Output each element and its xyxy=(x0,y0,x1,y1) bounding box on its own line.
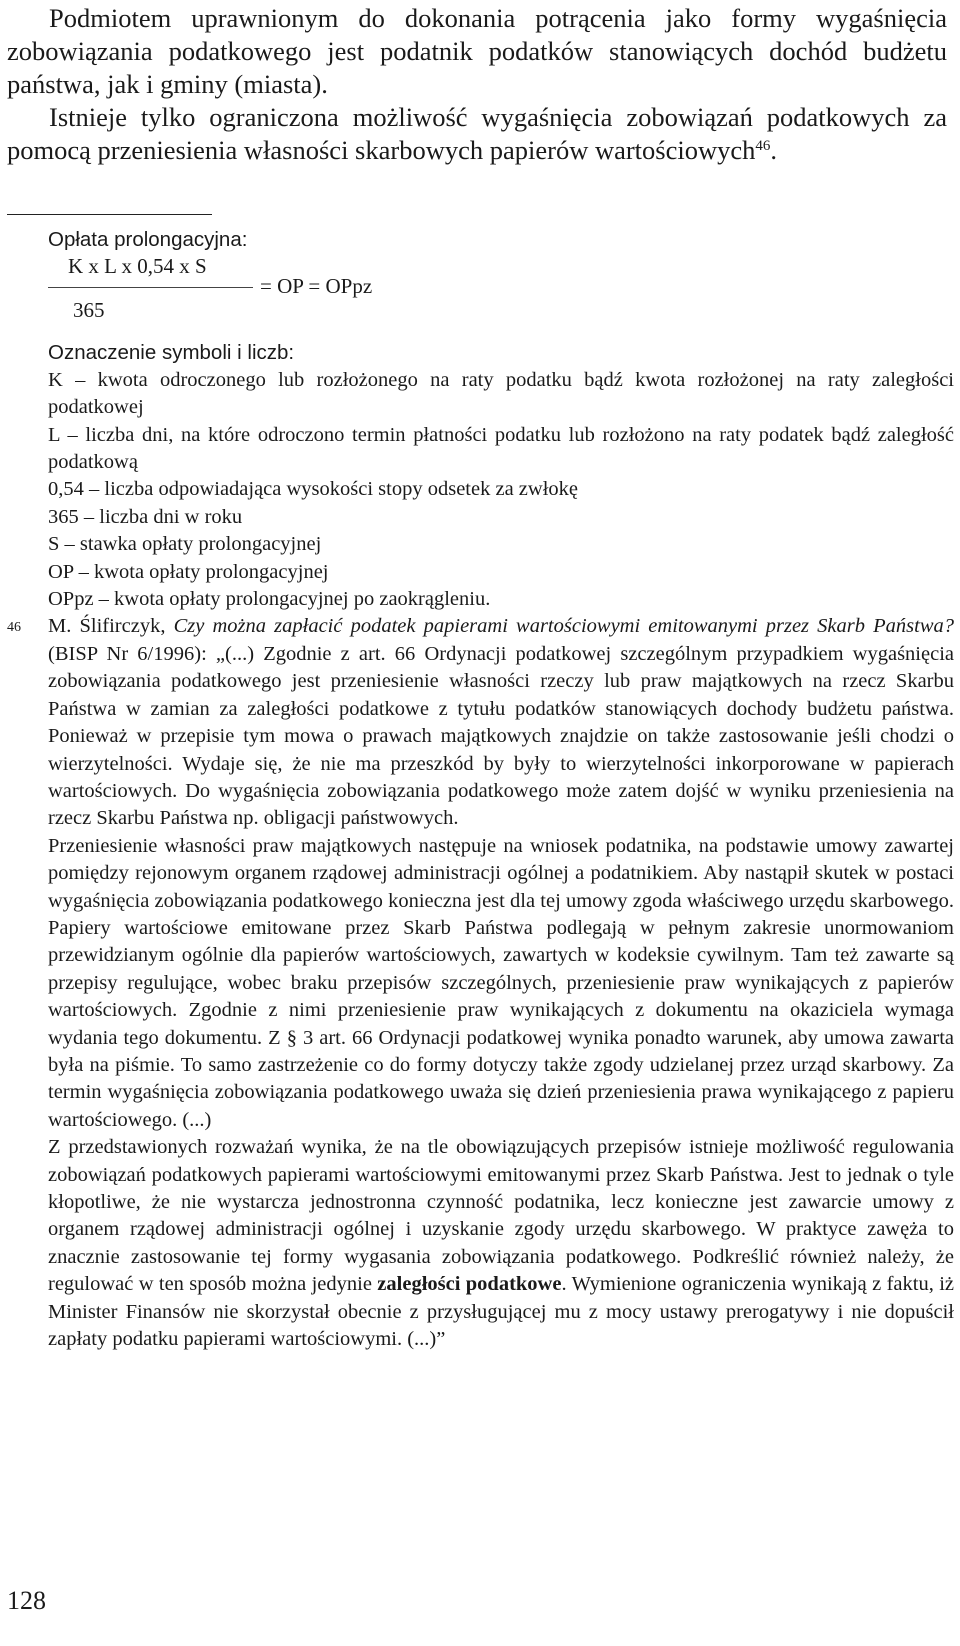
main-paragraph-2: Istnieje tylko ograniczona możliwość wygaśnięcia zobowiązań podatkowych za pomocą przeniesienia własności skarbowych papierów wartościowych$^{46}$. xyxy=(7,102,947,165)
legend-item-l: L – liczba dni, na które odroczono termin płatności podatku lub rozłożono na raty podatek bądź zaległość podatkową xyxy=(48,423,954,474)
formula-denominator: 365 xyxy=(73,298,105,323)
legend-item-days: 365 – liczba dni w roku xyxy=(48,505,243,528)
legend-item-op: OP – kwota opłaty prolongacyjnej xyxy=(48,560,329,583)
formula-title: Opłata prolongacyjna: xyxy=(48,228,248,251)
legend-item-rate: 0,54 – liczba odpowiadająca wysokości stopy odsetek za zwłokę xyxy=(48,478,578,501)
emphasis-bold: zaległości podatkowe xyxy=(377,1273,562,1296)
footnote-separator xyxy=(7,214,212,215)
main-paragraph-1: Podmiotem uprawnionym do dokonania potrącenia jako formy wygaśnięcia zobowiązania podatkowego jest podatnik podatków stanowiących dochód budżetu państwa, jak i gminy (miasta). xyxy=(7,3,947,99)
footnote-paragraph-1: M. Ślifirczyk, Czy można zapłacić podatek papierami wartościowymi emitowanymi przez Skarb Państwa? (BISP Nr 6/1996): „(...) Zgodnie z art. 66 Ordynacji podatkowej szczególnym przypadkiem wygaśnięcia zobowiązania podatkowego jest przeniesienie własności rzeczy lub praw majątkowych na rzecz Skarbu Państwa w zamian za zaległości podatkowe z tytułu podatków stanowiących dochody budżetu państwa. Ponieważ w przepisie tym mowa o prawach majątkowych znajdzie on także zastosowanie jeśli chodzi o wierzytelności. Wydaje się, że nie ma przeszkód by były to wierzytelności inkorporowane w papierach wartościowych. Do wygaśnięcia zobowiązania podatkowego może zatem dojść w wyniku przeniesienia na rzecz Skarbu Państwa np. obligacji państwowych. xyxy=(48,615,954,830)
formula-numerator: K x L x 0,54 x S xyxy=(68,254,207,279)
main-text xyxy=(7,2,947,167)
fraction-bar xyxy=(48,287,253,288)
legend-item-oppz: OPpz – kwota opłaty prolongacyjnej po zaokrągleniu. xyxy=(48,588,491,611)
cited-title: Czy można zapłacić podatek papierami wartościowymi emitowanymi przez Skarb Państwa? xyxy=(173,615,954,638)
footnote-paragraph-3: Z przedstawionych rozważań wynika, że na tle obowiązujących przepisów istnieje możliwość regulowania zobowiązań podatkowych papierami wartościowymi emitowanymi przez Skarb Państwa. Jest to jednak o tyle kłopotliwe, że nie wystarcza jednostronna czynność podatnika, lecz konieczne jest zawarcie umowy z organem rządowej administracji ogólnej i uzyskanie zgody urzędu skarbowego. W praktyce zawęża to znacznie zastosowanie tej formy wygasania zobowiązania podatkowego. Podkreślić również należy, że regulować w ten sposób można jedynie zaległości podatkowe. Wymienione ograniczenia wynikają z faktu, iż Minister Finansów nie skorzystał obecnie z przysługującej mu z mocy ustawy prerogatywy i nie dopuścił zapłaty podatku papierami wartościowymi. (...)” xyxy=(48,1136,954,1351)
legend-item-k: K – kwota odroczonego lub rozłożonego na raty podatku bądź kwota rozłożonej na raty zaległości podatkowej xyxy=(48,368,954,419)
footnote-number: 46 xyxy=(7,620,21,635)
footnote-46 xyxy=(48,613,954,1353)
footnote-reference[interactable]: 46 xyxy=(755,138,771,154)
footnote-area xyxy=(48,226,954,1353)
legend-title: Oznaczenie symboli i liczb: xyxy=(48,341,295,365)
footnote-paragraph-2: Przeniesienie własności praw majątkowych następuje na wniosek podatnika, na podstawie umowy zawartej pomiędzy rejonowym organem rządowej administracji ogólnej a podatnikiem. Aby nastąpił skutek w postaci wygaśnięcia zobowiązania podatkowego konieczna jest dla tej umowy zgoda właściwego urzędu skarbowego. Papiery wartościowe emitowane przez Skarb Państwa podlegają w pełnym zakresie unormowaniom przewidzianym ogólnie dla papierów wartościowych, zawartych w kodeksie cywilnym. Tam też zawarte są przepisy regulujące, wobec braku przepisów szczególnych, przeniesienie praw wynikających z papierów wartościowych. Zgodnie z nimi przeniesienie praw wynikających z dokumentu na okaziciela wymaga wydania tego dokumentu. Z § 3 art. 66 Ordynacji podatkowej wynika ponadto warunek, aby umowa zawarta była na piśmie. To samo zastrzeżenie co do formy dotyczy także zgody udzielanej przez urząd skarbowy. Za termin wygaśnięcia zobowiązania podatkowego uważa się dzień przeniesienia prawa wynikającego z papieru wartościowego. (...) xyxy=(48,834,954,1131)
formula xyxy=(48,253,954,339)
page-number: 128 xyxy=(7,1586,46,1615)
legend-item-s: S – stawka opłaty prolongacyjnej xyxy=(48,533,322,556)
formula-result: = OP = OPpz xyxy=(260,274,373,299)
